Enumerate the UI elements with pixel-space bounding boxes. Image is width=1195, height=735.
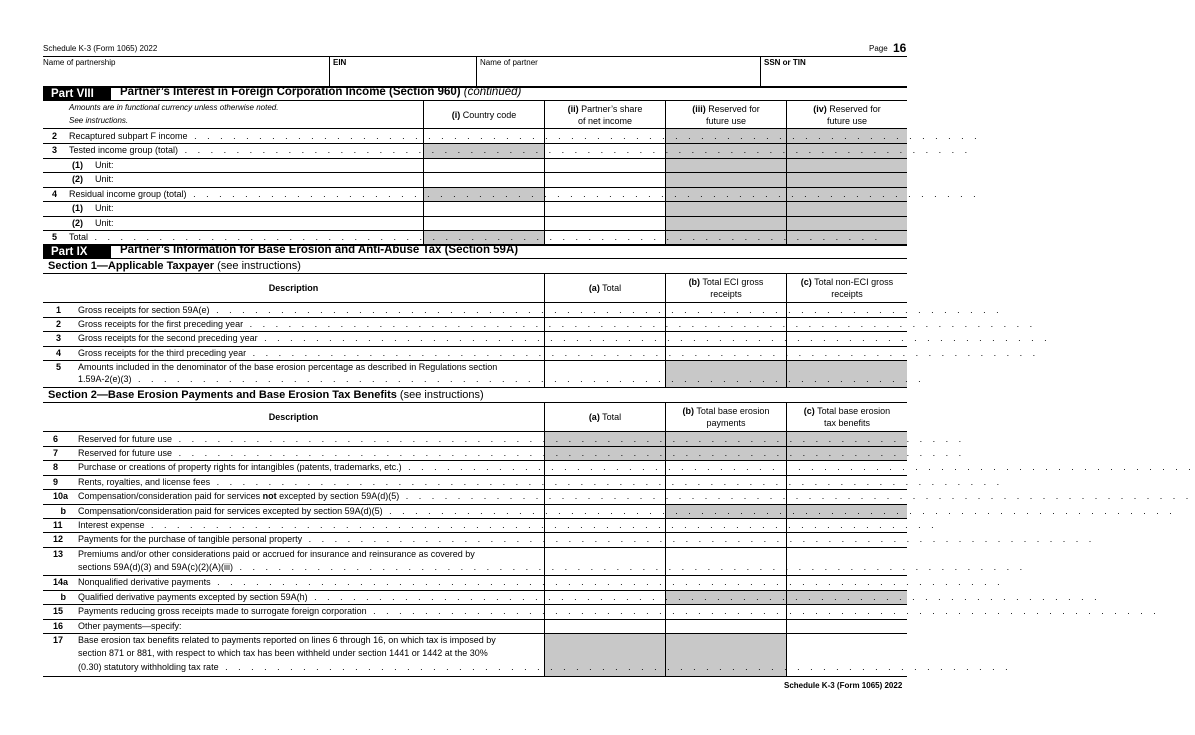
- section1-col-b-header: (b) Total ECI gross receipts: [688, 277, 764, 299]
- part8-row-number: 4: [51, 189, 57, 199]
- section2-col-c-header: (c) Total base erosion tax benefits: [803, 406, 891, 428]
- section2-row-label: Base erosion tax benefits related to payments reported on lines 6 through 16, on which tax is imposed by: [78, 635, 496, 645]
- section2-col-c-field[interactable]: [787, 460, 907, 475]
- form-name: Schedule K-3 (Form 1065) 2022: [43, 44, 158, 53]
- part8-col-i-field[interactable]: [424, 216, 544, 230]
- section2-row-number: 15: [53, 606, 64, 616]
- section2-title: Section 2—Base Erosion Payments and Base Erosion Tax Benefits (see instructions): [48, 389, 484, 401]
- section1-row-label: Gross receipts for the first preceding year . . . . . . . . . . . . . . . . . . . . . . . . . . . . . . . . . . . . . . . . . . . . . . . . . . . . . . . . . . . . .: [78, 319, 1037, 329]
- section2-row-label: Qualified derivative payments excepted by section 59A(h) . . . . . . . . . . . . . . . . . . . . . . . . . . . . . . . . . . . . . . . . . . . . . . . . . . . . . . . . . . . . .: [78, 592, 1101, 602]
- part8-col-i-field[interactable]: [424, 172, 544, 187]
- section2-col-a-field[interactable]: [545, 518, 665, 532]
- section2-row-number: 17: [53, 635, 64, 645]
- section2-row-label: Payments for the purchase of tangible personal property . . . . . . . . . . . . . . . . . . . . . . . . . . . . . . . . . . . . . . . . . . . . . . . . . . . . . . . . . . . . .: [78, 534, 1096, 544]
- section1-row-label: Gross receipts for the third preceding year . . . . . . . . . . . . . . . . . . . . . . . . . . . . . . . . . . . . . . . . . . . . . . . . . . . . . . . . . . . . .: [78, 348, 1040, 358]
- part8-row-number: (1): [72, 160, 83, 170]
- section2-row-number: b: [60, 592, 66, 602]
- part8-row-label: Unit:: [95, 218, 114, 228]
- part8-row-label: Tested income group (total) . . . . . . . . . . . . . . . . . . . . . . . . . . . . . . . . . . . . . . . . . . . . . . . . . . . . . . . . . . . . .: [69, 145, 972, 155]
- part8-row-label: Total . . . . . . . . . . . . . . . . . . . . . . . . . . . . . . . . . . . . . . . . . . . . . . . . . . . . . . . . . . . . .: [69, 232, 882, 242]
- section2-row-number: 10a: [53, 491, 69, 501]
- section2-col-b-field[interactable]: [666, 475, 786, 489]
- section1-row-number: 4: [55, 348, 61, 358]
- part8-col-ii-field[interactable]: [545, 172, 665, 187]
- section2-row-label: Compensation/consideration paid for services not excepted by section 59A(d)(5) . . . . . . . . . . . . . . . . . . . . . . . . . . . . . . . . . . . . . . . . . . . . . . . . . . . . . . . . . . . . .: [78, 491, 1193, 501]
- ein-label: EIN: [333, 58, 347, 67]
- section2-col-b-field[interactable]: [666, 547, 786, 575]
- part8-note2: See instructions.: [69, 116, 129, 125]
- section2-col-c-field[interactable]: [787, 518, 907, 532]
- part8-row-label: Unit:: [95, 174, 114, 184]
- section1-col-b-field[interactable]: [666, 346, 786, 360]
- section2-col-a-field[interactable]: [545, 489, 665, 504]
- footer-form-name: Schedule K-3 (Form 1065) 2022: [784, 681, 903, 690]
- part8-note1: Amounts are in functional currency unless otherwise noted.: [69, 103, 279, 112]
- name-of-partnership-label: Name of partnership: [43, 58, 116, 67]
- part8-col-i-field[interactable]: [424, 158, 544, 172]
- section1-row-number: 3: [55, 333, 61, 343]
- section1-row-label: Gross receipts for section 59A(e) . . . . . . . . . . . . . . . . . . . . . . . . . . . . . . . . . . . . . . . . . . . . . . . . . . . . . . . . . . . . .: [78, 305, 1003, 315]
- section2-row-label-cont: sections 59A(d)(3) and 59A(c)(2)(A)(iii) . . . . . . . . . . . . . . . . . . . . . . . . . . . . . . . . . . . . . . . . . . . . . . . . . . . . . . . . . . . . .: [78, 562, 1027, 572]
- part8-row-label: Unit:: [95, 203, 114, 213]
- part8-col-i-field[interactable]: [424, 230, 544, 244]
- part8-col-ii-field[interactable]: [545, 216, 665, 230]
- section1-col-c-field[interactable]: [787, 303, 907, 317]
- section1-col-c-field[interactable]: [787, 317, 907, 331]
- part8-row-number: (1): [72, 203, 83, 213]
- section2-col-c-field[interactable]: [787, 575, 907, 590]
- section1-col-b-field[interactable]: [666, 331, 786, 346]
- part8-row-label: Recaptured subpart F income . . . . . . . . . . . . . . . . . . . . . . . . . . . . . . . . . . . . . . . . . . . . . . . . . . . . . . . . . . . . .: [69, 131, 981, 141]
- part8-col-iii-header: (iii) Reserved for future use: [692, 103, 760, 126]
- section1-col-a-field[interactable]: [545, 317, 665, 331]
- section2-row-number: 14a: [53, 577, 69, 587]
- section2-col-c-field[interactable]: [787, 604, 907, 619]
- section2-row-number: 13: [53, 549, 64, 559]
- part8-row-label: Unit:: [95, 160, 114, 170]
- part8-row-number: 2: [51, 131, 57, 141]
- section2-col-b-field[interactable]: [666, 489, 786, 504]
- section2-col-b-field[interactable]: [666, 604, 786, 619]
- section1-row-label: Amounts included in the denominator of the base erosion percentage as described in Regulations section: [78, 362, 498, 372]
- part8-col-ii-field[interactable]: [545, 129, 665, 143]
- section2-row-label: Nonqualified derivative payments . . . . . . . . . . . . . . . . . . . . . . . . . . . . . . . . . . . . . . . . . . . . . . . . . . . . . . . . . . . . .: [78, 577, 1004, 587]
- part8-row-number: (2): [72, 174, 83, 184]
- section2-row-label: Purchase or creations of property rights for intangibles (patents, trademarks, etc.) . . . . . . . . . . . . . . . . . . . . . . . . . . . . . . . . . . . . . . . . . . . . . . . . . . . . . . . . . . . . .: [78, 462, 1195, 472]
- ein-field[interactable]: [330, 68, 475, 85]
- part8-col-ii-header: (ii) Partner’s share of net income: [567, 103, 643, 126]
- section2-col-a-field[interactable]: [545, 475, 665, 489]
- section2-col-a-field[interactable]: [545, 504, 665, 518]
- page-number: 16: [893, 41, 907, 55]
- section1-col-a-header: (a) Total: [588, 283, 622, 293]
- section1-col-a-field[interactable]: [545, 360, 665, 387]
- section2-row-number: 11: [53, 520, 63, 530]
- section1-description-header: Description: [268, 283, 319, 293]
- partnership-name-field[interactable]: [43, 68, 328, 85]
- partner-name-field[interactable]: [477, 68, 759, 85]
- section1-col-c-field[interactable]: [787, 331, 907, 346]
- section1-row-label-cont: 1.59A-2(e)(3) . . . . . . . . . . . . . . . . . . . . . . . . . . . . . . . . . . . . . . . . . . . . . . . . . . . . . . . . . . . . .: [78, 374, 925, 384]
- section2-col-a-header: (a) Total: [588, 412, 622, 422]
- part8-col-ii-field[interactable]: [545, 158, 665, 172]
- part8-col-i-field[interactable]: [424, 187, 544, 201]
- section2-row-number: b: [60, 506, 66, 516]
- section2-col-a-field[interactable]: [545, 604, 665, 619]
- part8-tag: Part VIII: [43, 87, 111, 100]
- section2-row-label: Reserved for future use . . . . . . . . . . . . . . . . . . . . . . . . . . . . . . . . . . . . . . . . . . . . . . . . . . . . . . . . . . . . .: [78, 434, 966, 444]
- part8-row-label: Residual income group (total) . . . . . . . . . . . . . . . . . . . . . . . . . . . . . . . . . . . . . . . . . . . . . . . . . . . . . . . . . . . . .: [69, 189, 980, 199]
- section2-row-number: 7: [53, 448, 59, 458]
- section2-description-header: Description: [268, 412, 319, 422]
- section1-row-number: 5: [55, 362, 61, 372]
- part8-col-i-field[interactable]: [424, 201, 544, 216]
- part8-row-number: 3: [51, 145, 57, 155]
- section2-col-a-field[interactable]: [545, 619, 665, 633]
- section1-col-b-field[interactable]: [666, 303, 786, 317]
- section1-col-a-field[interactable]: [545, 346, 665, 360]
- section2-row-number: 6: [53, 434, 59, 444]
- part8-row-number: (2): [72, 218, 83, 228]
- section2-col-a-field[interactable]: [545, 532, 665, 547]
- part8-col-i-field[interactable]: [424, 143, 544, 158]
- section2-row-number: 12: [53, 534, 64, 544]
- section2-row-label: Payments reducing gross receipts made to surrogate foreign corporation . . . . . . . . . . . . . . . . . . . . . . . . . . . . . . . . . . . . . . . . . . . . . . . . . . . . . . . . . . . . .: [78, 606, 1160, 616]
- section2-col-c-field[interactable]: [787, 489, 907, 504]
- part8-row-number: 5: [51, 232, 57, 242]
- section2-col-b-field[interactable]: [666, 575, 786, 590]
- section1-col-c-field[interactable]: [787, 346, 907, 360]
- section2-col-c-field[interactable]: [787, 547, 907, 575]
- part8-col-i-header: (i) Country code: [451, 109, 517, 120]
- section2-col-a-field[interactable]: [545, 460, 665, 475]
- part8-col-ii-field[interactable]: [545, 230, 665, 244]
- part8-col-i-field[interactable]: [424, 129, 544, 143]
- section2-col-b-field[interactable]: [666, 619, 786, 633]
- section2-col-a-field[interactable]: [545, 575, 665, 590]
- section2-col-b-field[interactable]: [666, 532, 786, 547]
- page-label: Page: [869, 44, 888, 53]
- section2-col-c-field[interactable]: [787, 532, 907, 547]
- part9-tag: Part IX: [43, 245, 111, 258]
- section2-row-label: Interest expense . . . . . . . . . . . . . . . . . . . . . . . . . . . . . . . . . . . . . . . . . . . . . . . . . . . . . . . . . . . . .: [78, 520, 938, 530]
- section2-row-label: Reserved for future use . . . . . . . . . . . . . . . . . . . . . . . . . . . . . . . . . . . . . . . . . . . . . . . . . . . . . . . . . . . . .: [78, 448, 966, 458]
- section2-col-b-field[interactable]: [666, 460, 786, 475]
- section2-col-b-field[interactable]: [666, 518, 786, 532]
- section2-row-label: Other payments—specify:: [78, 621, 182, 631]
- section1-col-a-field[interactable]: [545, 331, 665, 346]
- section2-row-label: Rents, royalties, and license fees . . . . . . . . . . . . . . . . . . . . . . . . . . . . . . . . . . . . . . . . . . . . . . . . . . . . . . . . . . . . .: [78, 477, 1004, 487]
- section1-title: Section 1—Applicable Taxpayer (see instructions): [48, 260, 301, 272]
- section1-row-label: Gross receipts for the second preceding year . . . . . . . . . . . . . . . . . . . . . . . . . . . . . . . . . . . . . . . . . . . . . . . . . . . . . . . . . . . . .: [78, 333, 1051, 343]
- section1-row-number: 2: [55, 319, 61, 329]
- section2-col-a-field[interactable]: [545, 590, 665, 604]
- section2-col-c-field[interactable]: [787, 619, 907, 633]
- section2-row-number: 16: [53, 621, 64, 631]
- ssn-field[interactable]: [761, 68, 907, 85]
- section2-col-b-header: (b) Total base erosion payments: [682, 406, 770, 428]
- section2-row-number: 8: [53, 462, 59, 472]
- section2-row-number: 9: [53, 477, 59, 487]
- section2-row-label-cont: (0.30) statutory withholding tax rate . . . . . . . . . . . . . . . . . . . . . . . . . . . . . . . . . . . . . . . . . . . . . . . . . . . . . . . . . . . . .: [78, 662, 1012, 672]
- part8-col-ii-field[interactable]: [545, 187, 665, 201]
- part8-title: Partner’s Interest in Foreign Corporation Income (Section 960) (continued): [120, 86, 522, 98]
- section1-col-a-field[interactable]: [545, 303, 665, 317]
- section2-row-label: Premiums and/or other considerations paid or accrued for insurance and reinsurance as covered by: [78, 549, 475, 559]
- part8-col-ii-field[interactable]: [545, 143, 665, 158]
- section2-row-label-cont: section 871 or 881, with respect to which tax has been withheld under section 1441 or 1442 at the 30%: [78, 648, 488, 658]
- ssn-label: SSN or TIN: [764, 58, 806, 67]
- section1-col-c-header: (c) Total non-ECI gross receipts: [800, 277, 894, 299]
- name-of-partner-label: Name of partner: [480, 58, 538, 67]
- part8-col-ii-field[interactable]: [545, 201, 665, 216]
- section2-col-a-field[interactable]: [545, 547, 665, 575]
- section1-row-number: 1: [55, 305, 61, 315]
- section1-col-b-field[interactable]: [666, 317, 786, 331]
- section2-row-label: Compensation/consideration paid for services excepted by section 59A(d)(5) . . . . . . . . . . . . . . . . . . . . . . . . . . . . . . . . . . . . . . . . . . . . . . . . . . . . . . . . . . . . .: [78, 506, 1176, 516]
- part9-title: Partner’s Information for Base Erosion and Anti-Abuse Tax (Section 59A): [120, 244, 519, 256]
- section2-col-c-field[interactable]: [787, 475, 907, 489]
- part8-col-iv-header: (iv) Reserved for future use: [813, 103, 881, 126]
- section2-col-c-field[interactable]: [787, 633, 907, 676]
